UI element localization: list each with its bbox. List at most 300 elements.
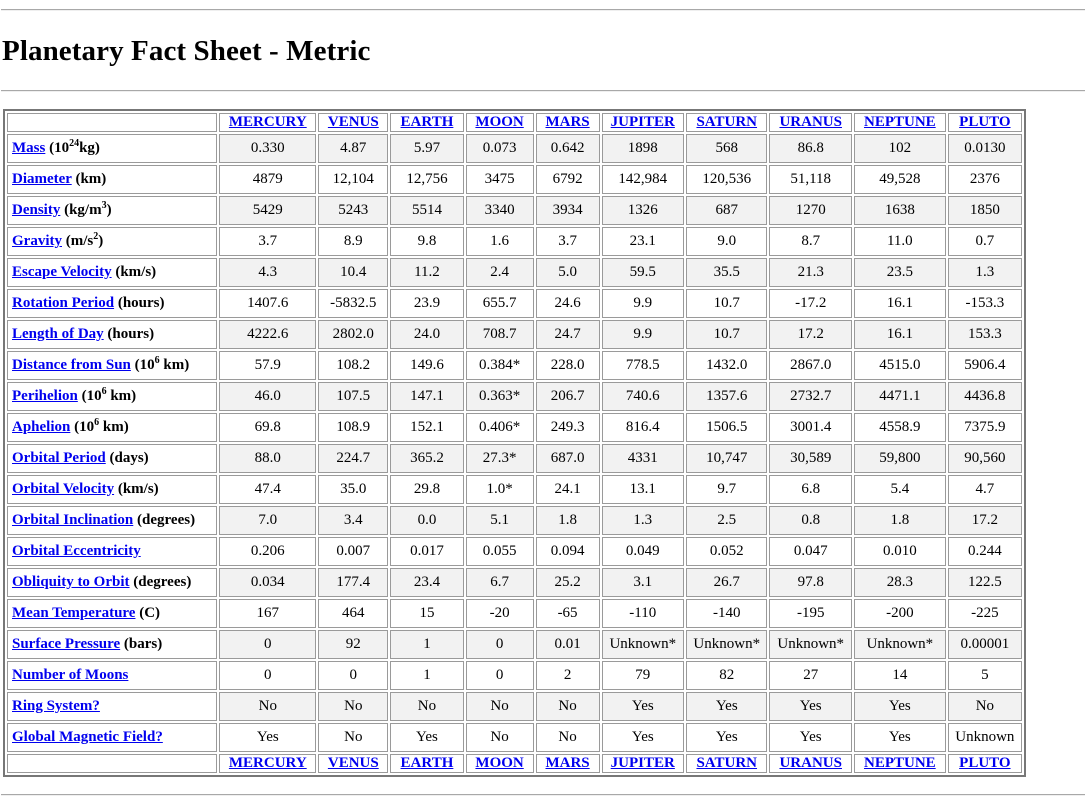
facts-body	[7, 134, 1022, 752]
unit-exponent: 2	[93, 231, 99, 242]
planetary-facts-table	[3, 109, 1026, 777]
value-cell-pluto: 4436.8	[948, 382, 1022, 411]
planet-footer-row	[7, 754, 1022, 773]
value-cell-pluto: 90,560	[948, 444, 1022, 473]
fact-label-cell	[7, 227, 217, 256]
fact-row	[7, 599, 1022, 628]
value-cell-jupiter: 23.1	[602, 227, 684, 256]
planet-link-jupiter[interactable]: JUPITER	[610, 755, 675, 771]
value-cell-jupiter: 1326	[602, 196, 684, 225]
unit-text: (C)	[135, 605, 161, 621]
fact-label-link[interactable]: Distance from Sun	[12, 357, 131, 373]
value-cell-saturn: 9.7	[686, 475, 767, 504]
planet-link-mars[interactable]: MARS	[545, 755, 590, 771]
value-cell-pluto: 5906.4	[948, 351, 1022, 380]
value-cell-earth: 149.6	[390, 351, 463, 380]
value-cell-mars: 6792	[536, 165, 600, 194]
value-cell-pluto: 7375.9	[948, 413, 1022, 442]
value-cell-uranus: 1270	[769, 196, 851, 225]
value-cell-jupiter: 1898	[602, 134, 684, 163]
planet-link-uranus[interactable]: URANUS	[779, 755, 842, 771]
value-cell-moon: 0	[466, 661, 534, 690]
value-cell-earth: 152.1	[390, 413, 463, 442]
fact-label-cell	[7, 723, 217, 752]
value-cell-saturn: 9.0	[686, 227, 767, 256]
value-cell-moon: 1.6	[466, 227, 534, 256]
unit-exponent: 6	[101, 386, 107, 397]
fact-label-link[interactable]: Obliquity to Orbit	[12, 574, 130, 590]
value-cell-uranus: 51,118	[769, 165, 851, 194]
value-cell-moon: -20	[466, 599, 534, 628]
top-divider	[1, 9, 1085, 11]
fact-label-link[interactable]: Mass	[12, 140, 46, 156]
value-cell-moon: 0.406*	[466, 413, 534, 442]
unit-text: (km/s)	[114, 481, 159, 497]
value-cell-mars: 24.7	[536, 320, 600, 349]
fact-row	[7, 382, 1022, 411]
planet-link-moon[interactable]: MOON	[475, 114, 524, 130]
planet-link-pluto[interactable]: PLUTO	[959, 755, 1011, 771]
value-cell-uranus: 86.8	[769, 134, 851, 163]
value-cell-jupiter: 778.5	[602, 351, 684, 380]
value-cell-venus: No	[318, 692, 388, 721]
value-cell-saturn: Yes	[686, 692, 767, 721]
value-cell-moon: 3475	[466, 165, 534, 194]
value-cell-venus: 8.9	[318, 227, 388, 256]
value-cell-uranus: 0.047	[769, 537, 851, 566]
planet-link-earth[interactable]: EARTH	[400, 755, 454, 771]
value-cell-saturn: 568	[686, 134, 767, 163]
footer-cell-jupiter	[602, 754, 684, 773]
fact-label-link[interactable]: Length of Day	[12, 326, 104, 342]
fact-label-cell	[7, 258, 217, 287]
value-cell-jupiter: 0.049	[602, 537, 684, 566]
unit-exponent: 6	[154, 355, 160, 366]
value-cell-neptune: 102	[854, 134, 946, 163]
fact-label-link[interactable]: Escape Velocity	[12, 264, 112, 280]
value-cell-pluto: -225	[948, 599, 1022, 628]
value-cell-pluto: -153.3	[948, 289, 1022, 318]
value-cell-mars: 24.1	[536, 475, 600, 504]
fact-label-link[interactable]: Diameter	[12, 171, 72, 187]
value-cell-saturn: 35.5	[686, 258, 767, 287]
value-cell-mercury: Yes	[219, 723, 316, 752]
value-cell-earth: 24.0	[390, 320, 463, 349]
value-cell-mercury: 7.0	[219, 506, 316, 535]
value-cell-saturn: 1506.5	[686, 413, 767, 442]
fact-label-cell	[7, 413, 217, 442]
unit-text: (bars)	[120, 636, 163, 652]
fact-label-link[interactable]: Gravity	[12, 233, 62, 249]
unit-text: (kg/m	[60, 202, 102, 218]
unit-text-suffix: km)	[106, 388, 137, 404]
value-cell-neptune: 49,528	[854, 165, 946, 194]
value-cell-earth: 1	[390, 661, 463, 690]
planet-link-saturn[interactable]: SATURN	[696, 755, 758, 771]
value-cell-neptune: 14	[854, 661, 946, 690]
value-cell-jupiter: 59.5	[602, 258, 684, 287]
value-cell-jupiter: -110	[602, 599, 684, 628]
unit-exponent: 3	[101, 200, 107, 211]
value-cell-mercury: 4879	[219, 165, 316, 194]
header-cell-mercury	[219, 113, 316, 132]
value-cell-venus: No	[318, 723, 388, 752]
value-cell-pluto: 153.3	[948, 320, 1022, 349]
value-cell-uranus: 6.8	[769, 475, 851, 504]
unit-text: (hours)	[103, 326, 155, 342]
bottom-divider	[1, 794, 1085, 796]
value-cell-neptune: 4471.1	[854, 382, 946, 411]
value-cell-uranus: 17.2	[769, 320, 851, 349]
footer-cell-venus	[318, 754, 388, 773]
planet-link-jupiter[interactable]: JUPITER	[610, 114, 675, 130]
fact-label-link[interactable]: Number of Moons	[12, 667, 129, 683]
unit-text: (hours)	[114, 295, 165, 311]
fact-label-cell	[7, 630, 217, 659]
value-cell-venus: 12,104	[318, 165, 388, 194]
value-cell-uranus: 27	[769, 661, 851, 690]
planet-link-moon[interactable]: MOON	[475, 755, 524, 771]
footer-cell-earth	[390, 754, 463, 773]
value-cell-uranus: 30,589	[769, 444, 851, 473]
value-cell-mercury: 3.7	[219, 227, 316, 256]
fact-label-cell	[7, 320, 217, 349]
value-cell-neptune: 16.1	[854, 289, 946, 318]
value-cell-saturn: 1432.0	[686, 351, 767, 380]
fact-row	[7, 413, 1022, 442]
header-cell-uranus	[769, 113, 851, 132]
value-cell-earth: 365.2	[390, 444, 463, 473]
value-cell-saturn: 2.5	[686, 506, 767, 535]
fact-row	[7, 661, 1022, 690]
value-cell-pluto: 0.244	[948, 537, 1022, 566]
value-cell-moon: 0.384*	[466, 351, 534, 380]
fact-row	[7, 506, 1022, 535]
value-cell-jupiter: 816.4	[602, 413, 684, 442]
fact-label-link[interactable]: Orbital Eccentricity	[12, 543, 141, 559]
value-cell-uranus: -17.2	[769, 289, 851, 318]
value-cell-pluto: No	[948, 692, 1022, 721]
value-cell-saturn: 10.7	[686, 289, 767, 318]
value-cell-jupiter: Yes	[602, 723, 684, 752]
value-cell-mercury: 0	[219, 661, 316, 690]
fact-row	[7, 134, 1022, 163]
value-cell-uranus: Unknown*	[769, 630, 851, 659]
unit-text: (km)	[71, 171, 107, 187]
value-cell-pluto: 2376	[948, 165, 1022, 194]
value-cell-neptune: 1638	[854, 196, 946, 225]
fact-label-cell	[7, 289, 217, 318]
value-cell-saturn: 120,536	[686, 165, 767, 194]
planet-link-venus[interactable]: VENUS	[327, 755, 379, 771]
value-cell-saturn: 10,747	[686, 444, 767, 473]
unit-text-suffix: )	[106, 202, 112, 218]
corner-cell	[7, 113, 217, 132]
value-cell-uranus: 97.8	[769, 568, 851, 597]
header-cell-earth	[390, 113, 463, 132]
fact-label-link[interactable]: Ring System?	[12, 698, 100, 714]
value-cell-jupiter: 9.9	[602, 320, 684, 349]
value-cell-mars: 0.642	[536, 134, 600, 163]
value-cell-moon: 0	[466, 630, 534, 659]
fact-row	[7, 568, 1022, 597]
value-cell-jupiter: 9.9	[602, 289, 684, 318]
unit-text-suffix: km)	[99, 419, 129, 435]
value-cell-neptune: 5.4	[854, 475, 946, 504]
value-cell-jupiter: 3.1	[602, 568, 684, 597]
value-cell-jupiter: 740.6	[602, 382, 684, 411]
value-cell-mercury: 0.206	[219, 537, 316, 566]
value-cell-mercury: 167	[219, 599, 316, 628]
value-cell-venus: 224.7	[318, 444, 388, 473]
value-cell-mercury: 4222.6	[219, 320, 316, 349]
value-cell-neptune: Unknown*	[854, 630, 946, 659]
header-cell-jupiter	[602, 113, 684, 132]
unit-text: (km/s)	[111, 264, 157, 280]
value-cell-mars: 24.6	[536, 289, 600, 318]
value-cell-uranus: 2732.7	[769, 382, 851, 411]
value-cell-uranus: 3001.4	[769, 413, 851, 442]
planet-link-venus[interactable]: VENUS	[327, 114, 379, 130]
value-cell-venus: 10.4	[318, 258, 388, 287]
value-cell-jupiter: 1.3	[602, 506, 684, 535]
value-cell-moon: No	[466, 692, 534, 721]
value-cell-uranus: 2867.0	[769, 351, 851, 380]
fact-label-cell	[7, 134, 217, 163]
value-cell-mercury: 0.034	[219, 568, 316, 597]
fact-row	[7, 444, 1022, 473]
value-cell-earth: Yes	[390, 723, 463, 752]
value-cell-pluto: 0.00001	[948, 630, 1022, 659]
value-cell-jupiter: 79	[602, 661, 684, 690]
value-cell-earth: 12,756	[390, 165, 463, 194]
fact-label-link[interactable]: Aphelion	[12, 419, 71, 435]
value-cell-earth: 0.0	[390, 506, 463, 535]
value-cell-mercury: 5429	[219, 196, 316, 225]
value-cell-earth: 9.8	[390, 227, 463, 256]
planet-link-mercury[interactable]: MERCURY	[228, 114, 307, 130]
page-title: Planetary Fact Sheet - Metric	[2, 35, 371, 67]
footer-cell-moon	[466, 754, 534, 773]
header-cell-moon	[466, 113, 534, 132]
fact-row	[7, 723, 1022, 752]
value-cell-earth: 23.9	[390, 289, 463, 318]
fact-label-link[interactable]: Perihelion	[12, 388, 78, 404]
value-cell-earth: 29.8	[390, 475, 463, 504]
value-cell-neptune: 4515.0	[854, 351, 946, 380]
header-cell-saturn	[686, 113, 767, 132]
fact-label-link[interactable]: Global Magnetic Field?	[12, 729, 163, 745]
unit-text-suffix: )	[98, 233, 104, 249]
value-cell-mars: 3934	[536, 196, 600, 225]
value-cell-pluto: Unknown	[948, 723, 1022, 752]
unit-text: (m/s	[62, 233, 94, 249]
value-cell-earth: 147.1	[390, 382, 463, 411]
fact-label-link[interactable]: Orbital Inclination	[12, 512, 134, 528]
value-cell-mars: 5.0	[536, 258, 600, 287]
value-cell-uranus: Yes	[769, 692, 851, 721]
footer-cell-mercury	[219, 754, 316, 773]
fact-label-cell	[7, 351, 217, 380]
value-cell-pluto: 17.2	[948, 506, 1022, 535]
unit-text: (days)	[105, 450, 149, 466]
value-cell-neptune: 11.0	[854, 227, 946, 256]
value-cell-moon: No	[466, 723, 534, 752]
value-cell-venus: 108.2	[318, 351, 388, 380]
value-cell-earth: 23.4	[390, 568, 463, 597]
value-cell-pluto: 1850	[948, 196, 1022, 225]
value-cell-neptune: 1.8	[854, 506, 946, 535]
planet-link-saturn[interactable]: SATURN	[696, 114, 758, 130]
fact-row	[7, 165, 1022, 194]
fact-label-cell	[7, 568, 217, 597]
value-cell-moon: 2.4	[466, 258, 534, 287]
planet-link-pluto[interactable]: PLUTO	[959, 114, 1011, 130]
fact-label-link[interactable]: Orbital Velocity	[12, 481, 115, 497]
fact-label-cell	[7, 475, 217, 504]
value-cell-pluto: 0.7	[948, 227, 1022, 256]
value-cell-mars: 3.7	[536, 227, 600, 256]
unit-text: (degrees)	[129, 574, 192, 590]
planet-link-mercury[interactable]: MERCURY	[228, 755, 307, 771]
value-cell-saturn: 687	[686, 196, 767, 225]
value-cell-mars: 687.0	[536, 444, 600, 473]
fact-label-link[interactable]: Surface Pressure	[12, 636, 121, 652]
value-cell-jupiter: 13.1	[602, 475, 684, 504]
value-cell-moon: 1.0*	[466, 475, 534, 504]
value-cell-moon: 5.1	[466, 506, 534, 535]
corner-cell	[7, 754, 217, 773]
fact-label-link[interactable]: Orbital Period	[12, 450, 106, 466]
fact-row	[7, 537, 1022, 566]
value-cell-uranus: -195	[769, 599, 851, 628]
value-cell-earth: 11.2	[390, 258, 463, 287]
fact-label-cell	[7, 196, 217, 225]
value-cell-venus: 5243	[318, 196, 388, 225]
value-cell-venus: 0	[318, 661, 388, 690]
value-cell-mercury: No	[219, 692, 316, 721]
value-cell-venus: 92	[318, 630, 388, 659]
value-cell-mars: 228.0	[536, 351, 600, 380]
value-cell-neptune: 23.5	[854, 258, 946, 287]
value-cell-jupiter: Yes	[602, 692, 684, 721]
value-cell-neptune: Yes	[854, 692, 946, 721]
fact-label-cell	[7, 599, 217, 628]
value-cell-mars: 0.094	[536, 537, 600, 566]
fact-label-cell	[7, 506, 217, 535]
footer-cell-mars	[536, 754, 600, 773]
header-cell-neptune	[854, 113, 946, 132]
planet-header-row	[7, 113, 1022, 132]
value-cell-venus: 2802.0	[318, 320, 388, 349]
value-cell-neptune: 59,800	[854, 444, 946, 473]
value-cell-mercury: 1407.6	[219, 289, 316, 318]
value-cell-mercury: 4.3	[219, 258, 316, 287]
header-cell-venus	[318, 113, 388, 132]
unit-text: (10	[70, 419, 95, 435]
fact-row	[7, 196, 1022, 225]
value-cell-mercury: 69.8	[219, 413, 316, 442]
title-divider	[1, 90, 1085, 92]
fact-label-cell	[7, 692, 217, 721]
value-cell-mercury: 47.4	[219, 475, 316, 504]
value-cell-saturn: 1357.6	[686, 382, 767, 411]
value-cell-pluto: 5	[948, 661, 1022, 690]
value-cell-venus: 464	[318, 599, 388, 628]
unit-text-suffix: km)	[159, 357, 190, 373]
value-cell-earth: 15	[390, 599, 463, 628]
unit-text: (10	[77, 388, 102, 404]
header-cell-mars	[536, 113, 600, 132]
value-cell-neptune: 4558.9	[854, 413, 946, 442]
fact-label-cell	[7, 382, 217, 411]
value-cell-venus: -5832.5	[318, 289, 388, 318]
fact-row	[7, 227, 1022, 256]
planet-link-mars[interactable]: MARS	[545, 114, 590, 130]
value-cell-uranus: Yes	[769, 723, 851, 752]
value-cell-mercury: 0	[219, 630, 316, 659]
fact-row	[7, 630, 1022, 659]
fact-row	[7, 320, 1022, 349]
value-cell-moon: 0.363*	[466, 382, 534, 411]
value-cell-mercury: 88.0	[219, 444, 316, 473]
value-cell-mars: 206.7	[536, 382, 600, 411]
unit-exponent: 24	[69, 138, 80, 149]
footer-cell-uranus	[769, 754, 851, 773]
fact-label-link[interactable]: Density	[12, 202, 61, 218]
fact-row	[7, 692, 1022, 721]
unit-exponent: 6	[94, 417, 100, 428]
fact-label-cell	[7, 661, 217, 690]
value-cell-saturn: 26.7	[686, 568, 767, 597]
value-cell-moon: 27.3*	[466, 444, 534, 473]
value-cell-uranus: 21.3	[769, 258, 851, 287]
value-cell-earth: 5514	[390, 196, 463, 225]
unit-text: (10	[130, 357, 155, 373]
value-cell-uranus: 8.7	[769, 227, 851, 256]
value-cell-venus: 0.007	[318, 537, 388, 566]
value-cell-jupiter: Unknown*	[602, 630, 684, 659]
planet-link-uranus[interactable]: URANUS	[779, 114, 842, 130]
value-cell-neptune: 28.3	[854, 568, 946, 597]
planet-link-neptune[interactable]: NEPTUNE	[863, 755, 936, 771]
fact-label-link[interactable]: Rotation Period	[12, 295, 115, 311]
value-cell-earth: 5.97	[390, 134, 463, 163]
value-cell-neptune: Yes	[854, 723, 946, 752]
fact-row	[7, 475, 1022, 504]
value-cell-jupiter: 4331	[602, 444, 684, 473]
value-cell-venus: 107.5	[318, 382, 388, 411]
unit-text-suffix: kg)	[79, 140, 100, 156]
fact-row	[7, 351, 1022, 380]
value-cell-moon: 0.073	[466, 134, 534, 163]
value-cell-mars: 2	[536, 661, 600, 690]
value-cell-uranus: 0.8	[769, 506, 851, 535]
planet-link-neptune[interactable]: NEPTUNE	[863, 114, 936, 130]
value-cell-venus: 108.9	[318, 413, 388, 442]
value-cell-neptune: -200	[854, 599, 946, 628]
value-cell-neptune: 0.010	[854, 537, 946, 566]
unit-text: (10	[45, 140, 70, 156]
value-cell-mars: No	[536, 692, 600, 721]
fact-label-link[interactable]: Mean Temperature	[12, 605, 136, 621]
value-cell-earth: 0.017	[390, 537, 463, 566]
fact-row	[7, 258, 1022, 287]
value-cell-venus: 4.87	[318, 134, 388, 163]
value-cell-pluto: 4.7	[948, 475, 1022, 504]
planet-link-earth[interactable]: EARTH	[400, 114, 454, 130]
fact-label-cell	[7, 165, 217, 194]
